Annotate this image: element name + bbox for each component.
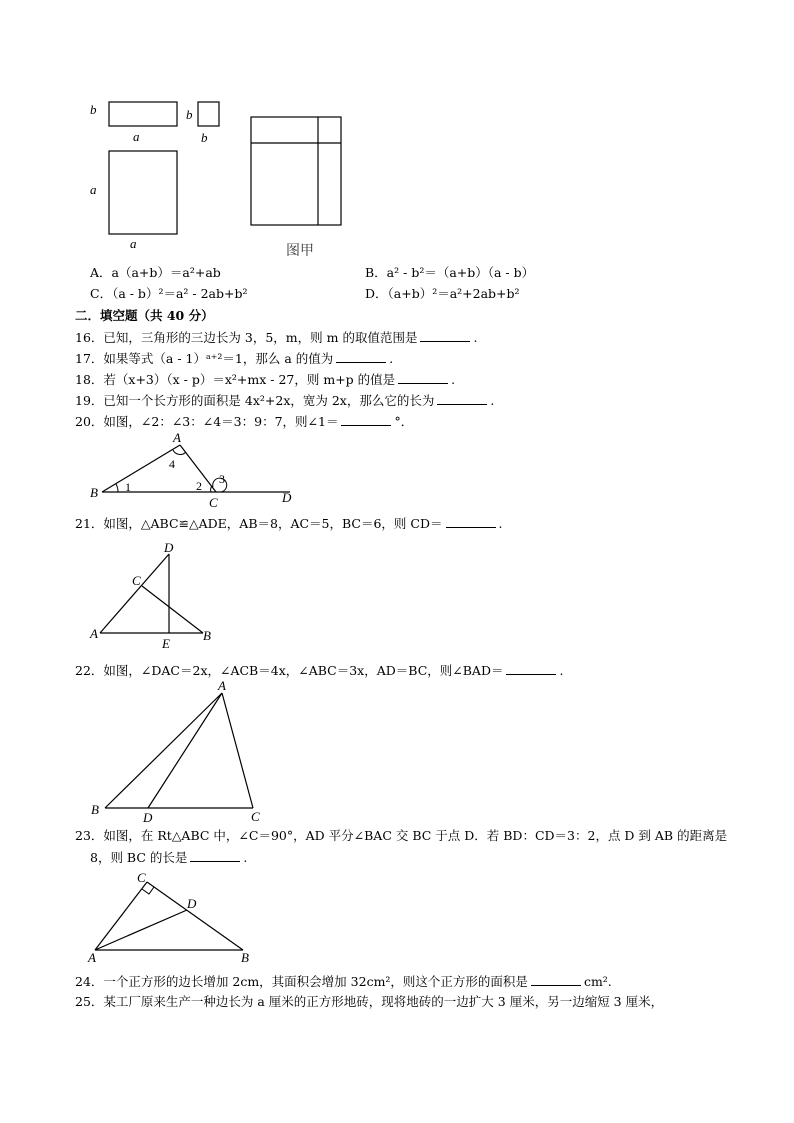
tile-figure <box>80 95 370 265</box>
label-a3: a <box>130 236 137 251</box>
q17-blank[interactable] <box>336 350 386 363</box>
fig22-label-a: A <box>218 678 226 693</box>
q16-end: . <box>473 330 478 345</box>
q21-text: 21．如图，△ABC≌△ADE，AB＝8，AC＝5，BC＝6，则 CD＝ <box>75 516 443 531</box>
fig23-label-c: C <box>137 870 146 885</box>
fig21-label-d: D <box>164 540 174 555</box>
question-25 <box>75 994 663 1010</box>
tile-rect-ab <box>109 102 177 126</box>
fig20-label-4: 4 <box>169 457 175 471</box>
q16-text: 16．已知，三角形的三边长为 3，5，m，则 m 的取值范围是 <box>75 330 418 345</box>
fig21-label-b: B <box>203 628 211 643</box>
fig22-line-ac <box>222 693 253 808</box>
fig20-label-c: C <box>209 495 218 510</box>
q24-end: cm². <box>583 974 612 989</box>
label-b1: b <box>90 102 97 117</box>
label-a1: a <box>133 129 140 144</box>
fig23-line-ac <box>95 882 147 950</box>
q20-blank[interactable] <box>341 413 391 426</box>
question-23-line1 <box>75 828 727 844</box>
q23-blank[interactable] <box>190 849 240 862</box>
fig22-label-b: B <box>91 802 99 817</box>
q20-text: 20．如图，∠2：∠3：∠4＝3：9：7，则∠1＝ <box>75 414 339 429</box>
fig23-label-d: D <box>187 896 197 911</box>
question-17 <box>75 350 393 367</box>
q22-blank[interactable] <box>506 662 556 675</box>
fig23-label-b: B <box>241 950 249 965</box>
q19-end: . <box>490 393 495 408</box>
label-b3: b <box>201 130 208 145</box>
figure-jia-outer <box>251 117 341 225</box>
option-d: D．（a+b）²＝a²+2ab+b² <box>365 286 520 301</box>
label-a2: a <box>90 182 97 197</box>
fig20-arc-2 <box>211 486 212 492</box>
q16-blank[interactable] <box>420 329 470 342</box>
fig21-line-cb <box>142 586 203 633</box>
fig23-right-angle <box>142 887 154 894</box>
question-16 <box>75 329 477 346</box>
question-18 <box>75 371 455 388</box>
figure-caption: 图甲 <box>286 244 314 259</box>
fig20-label-d: D <box>282 490 292 505</box>
q23-text1: 23．如图，在 Rt△ABC 中，∠C＝90°，AD 平分∠BAC 交 BC 于点 D．若 BD：CD＝3：2，点 D 到 AB 的距离是 <box>75 828 728 843</box>
fig20-arc-1 <box>116 484 118 492</box>
option-b: B．a² - b²＝（a+b）（a - b） <box>365 265 535 280</box>
question-19 <box>75 392 494 409</box>
figure-21 <box>85 538 225 653</box>
q21-end: . <box>498 516 503 531</box>
figure-22 <box>85 676 275 824</box>
question-23-line2 <box>90 849 247 866</box>
fig22-line-ba <box>105 693 222 808</box>
q19-text: 19．已知一个长方形的面积是 4x²+2x，宽为 2x，那么它的长为 <box>75 393 435 408</box>
fig20-label-a: A <box>173 430 181 445</box>
q20-end: °． <box>394 414 414 429</box>
q24-blank[interactable] <box>531 973 581 986</box>
fig20-label-2: 2 <box>196 479 202 493</box>
question-24 <box>75 973 612 990</box>
fig23-line-cb <box>147 882 243 950</box>
q18-end: . <box>451 372 456 387</box>
label-b2: b <box>186 107 193 122</box>
fig21-label-a: A <box>90 626 98 641</box>
q25-text: 25．某工厂原来生产一种边长为 a 厘米的正方形地砖，现将地砖的一边扩大 3 厘米，另一边缩短 3 厘米， <box>75 994 664 1009</box>
option-a: A．a（a+b）＝a²+ab <box>90 265 221 280</box>
section-title: 二．填空题（共 40 分） <box>75 308 214 323</box>
fig20-label-3: 3 <box>219 472 225 486</box>
fig21-label-c: C <box>132 573 141 588</box>
q19-blank[interactable] <box>437 392 487 405</box>
fig22-label-c: C <box>251 809 260 824</box>
q22-end: . <box>559 663 564 678</box>
question-21 <box>75 515 502 532</box>
q22-text: 22．如图，∠DAC＝2x，∠ACB＝4x，∠ABC＝3x，AD＝BC，则∠BAD＝ <box>75 663 504 678</box>
fig22-line-ad <box>148 693 222 808</box>
fig21-label-e: E <box>162 636 170 651</box>
q21-blank[interactable] <box>446 515 496 528</box>
question-20 <box>75 413 413 430</box>
fig21-line-ad <box>100 554 169 633</box>
q23-end: . <box>243 850 248 865</box>
fig20-label-b: B <box>90 485 98 500</box>
q18-blank[interactable] <box>398 371 448 384</box>
figure-23 <box>85 866 260 966</box>
figure-20 <box>85 430 300 510</box>
q17-text: 17．如果等式（a - 1）ᵃ⁺²＝1，那么 a 的值为 <box>75 351 334 366</box>
fig23-label-a: A <box>88 950 96 965</box>
q23-text2: 8，则 BC 的长是 <box>90 850 188 865</box>
q24-text: 24．一个正方形的边长增加 2cm，其面积会增加 32cm²，则这个正方形的面积是 <box>75 974 528 989</box>
option-c: C．（a - b）²＝a² - 2ab+b² <box>90 286 248 301</box>
tile-square-a <box>109 151 177 234</box>
q17-end: . <box>389 351 394 366</box>
tile-square-b <box>198 102 219 126</box>
q18-text: 18．若（x+3）（x - p）＝x²+mx - 27，则 m+p 的值是 <box>75 372 396 387</box>
fig23-line-ad <box>95 910 187 950</box>
fig22-label-d: D <box>143 810 153 824</box>
fig20-label-1: 1 <box>125 480 131 494</box>
